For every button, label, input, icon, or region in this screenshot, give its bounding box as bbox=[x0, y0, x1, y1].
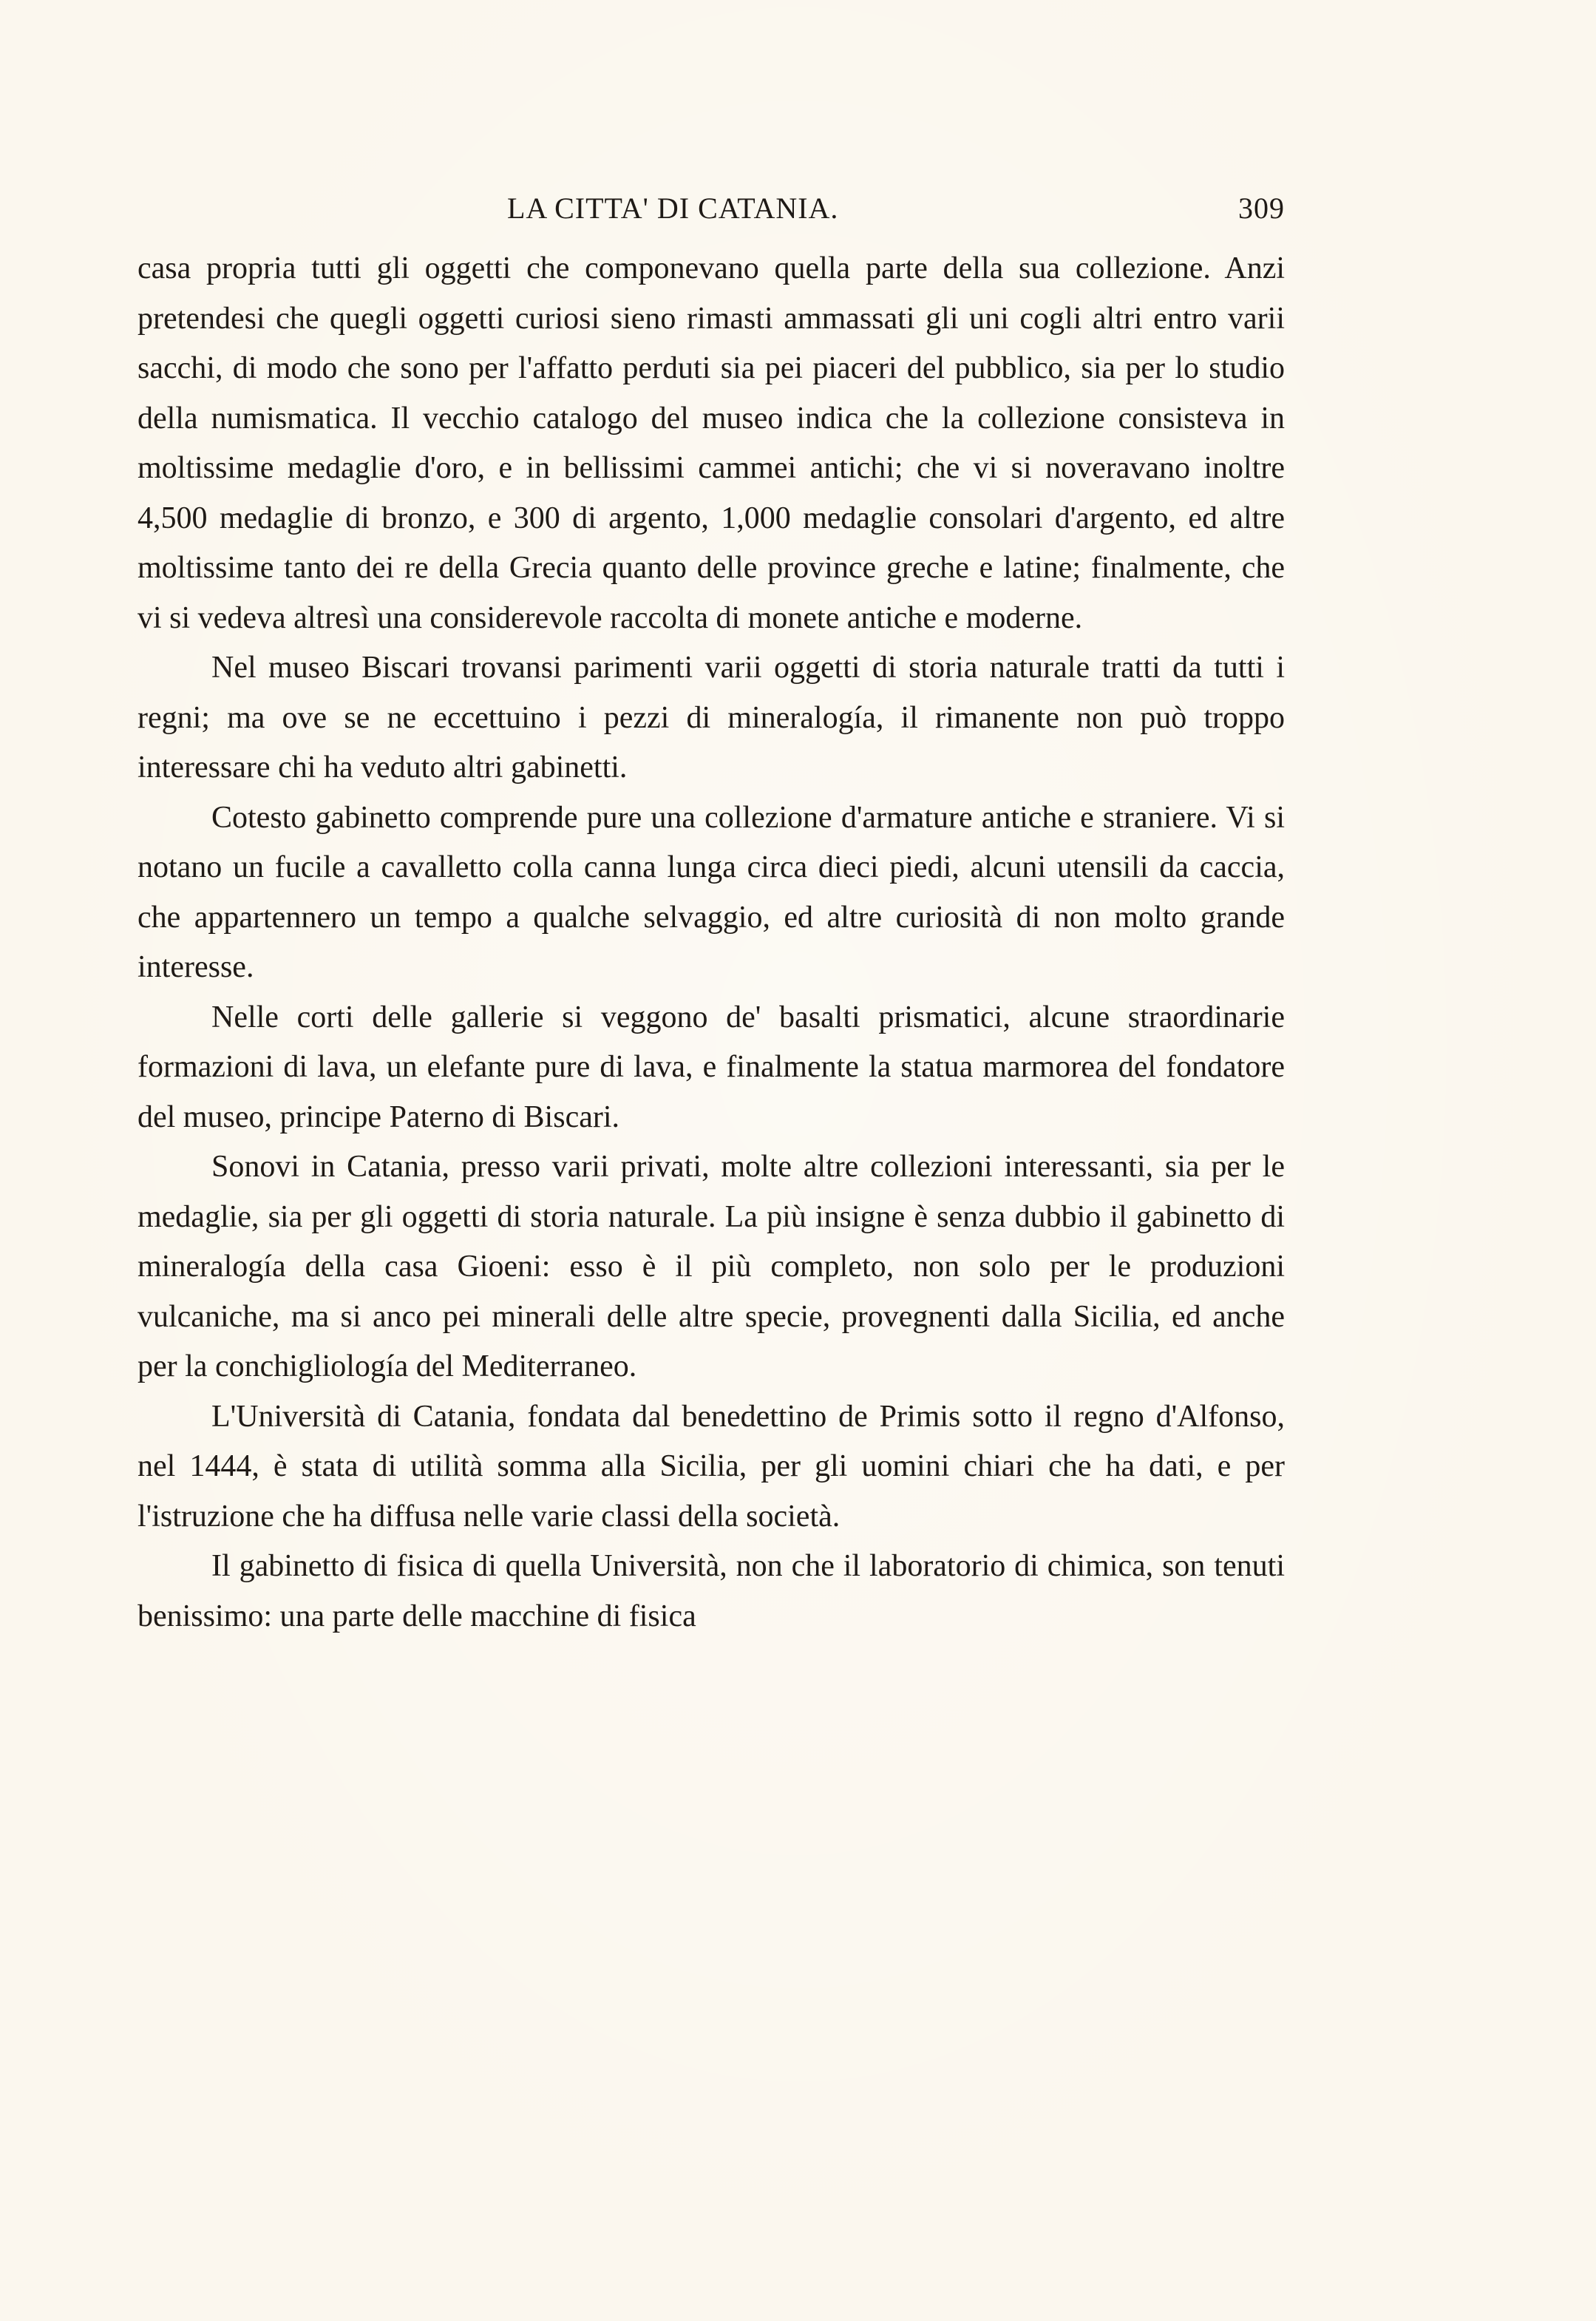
paragraph-4: Nelle corti delle gallerie si veggono de' basalti prismatici, alcune straordinarie formazioni di lava, un elefante pure di lava, e finalmente la statua marmorea del fondatore del museo, principe Paterno di Biscari. bbox=[137, 1000, 1285, 1134]
running-title: LA CITTA' DI CATANIA. bbox=[507, 192, 839, 225]
paragraph-5: Sonovi in Catania, presso varii privati, molte altre collezioni interessanti, sia per le medaglie, sia per gli oggetti di storia naturale. La più insigne è senza dubbio il gabinetto di mineralogía della casa Gioeni: esso è il più completo, non solo per le produzioni vulcaniche, ma si anco pei minerali delle altre specie, provegnenti dalla Sicilia, ed anche per la conchigliología del Mediterraneo. bbox=[137, 1150, 1285, 1383]
paragraph-1: casa propria tutti gli oggetti che componevano quella parte della sua collezione. Anzi pretendesi che quegli oggetti curiosi sieno rimasti ammassati gli uni cogli altri entro varii sacchi, di modo che sono per l'affatto perduti sia pei piaceri del pubblico, sia per lo studio della numismatica. Il vecchio catalogo del museo indica che la collezione consisteva in moltissime medaglie d'oro, e in bellissimi cammei antichi; che vi si noveravano inoltre 4,500 medaglie di bronzo, e 300 di argento, 1,000 medaglie consolari d'argento, ed altre moltissime tanto dei re della Grecia quanto delle province greche e latine; finalmente, che vi si vedeva altresì una considerevole raccolta di monete antiche e moderne. bbox=[137, 251, 1285, 635]
page-number: 309 bbox=[1238, 192, 1285, 225]
paragraph-6: L'Università di Catania, fondata dal benedettino de Primis sotto il regno d'Alfonso, nel 1444, è stata di utilità somma alla Sicilia, per gli uomini chiari che ha dati, e per l'istruzione che ha diffusa nelle varie classi della società. bbox=[137, 1399, 1285, 1534]
paragraph-3: Cotesto gabinetto comprende pure una collezione d'armature antiche e straniere. Vi si notano un fucile a cavalletto colla canna lunga circa dieci piedi, alcuni utensili da caccia, che appartennero un tempo a qualche selvaggio, ed altre curiosità di non molto grande interesse. bbox=[137, 800, 1285, 984]
page-header bbox=[137, 191, 1285, 235]
paragraph-2: Nel museo Biscari trovansi parimenti varii oggetti di storia naturale tratti da tutti i regni; ma ove se ne eccettuino i pezzi di mineralogía, il rimanente non può troppo interessare chi ha veduto altri gabinetti. bbox=[137, 651, 1285, 785]
paragraph-7: Il gabinetto di fisica di quella Università, non che il laboratorio di chimica, son tenuti benissimo: una parte delle macchine di fisica bbox=[137, 1549, 1285, 1633]
body-text bbox=[137, 244, 1285, 1641]
